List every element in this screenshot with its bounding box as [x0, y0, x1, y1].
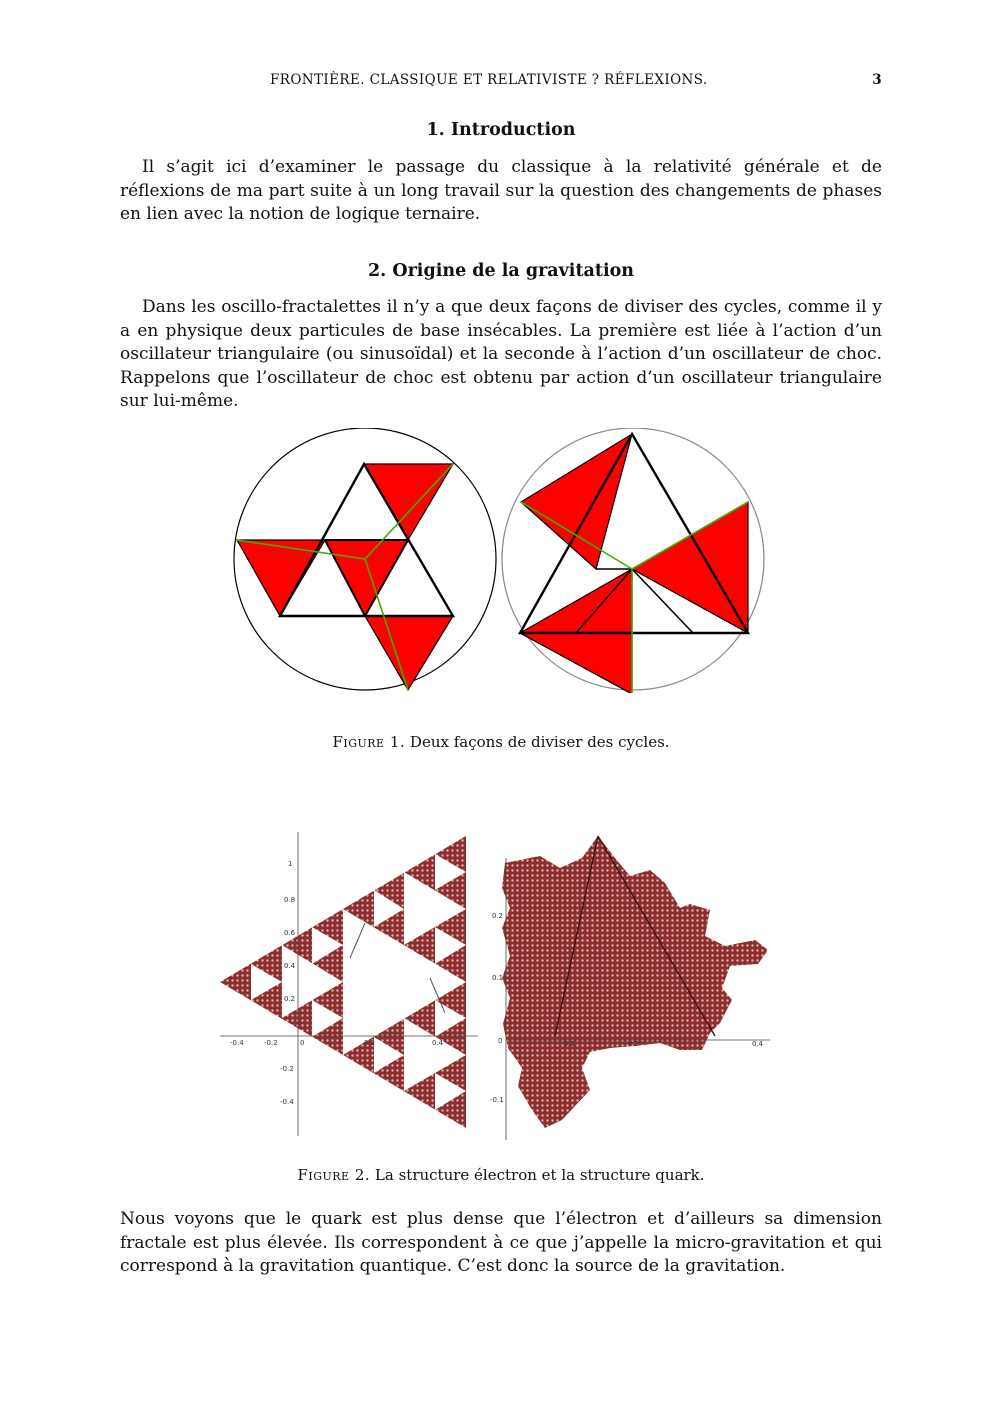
right-x-tick: 0.4 [752, 1040, 764, 1048]
left-x-tick: -0.4 [230, 1039, 244, 1047]
figure1-diagram [228, 428, 778, 693]
left-y-tick: 0.2 [284, 995, 296, 1003]
running-title: FRONTIÈRE. CLASSIQUE ET RELATIVISTE ? RÉFLEXIONS. [270, 72, 708, 88]
figure1-right-circle-diagram [502, 428, 764, 693]
right-y-tick: 0 [498, 1037, 503, 1045]
left-x-tick: 0 [300, 1039, 305, 1047]
figure2-caption-text: La structure électron et la structure quark. [374, 1166, 705, 1184]
figure1-left-circle-diagram [234, 428, 496, 690]
section-introduction-title: 1. Introduction [426, 120, 576, 140]
left-y-tick: 0.6 [284, 929, 296, 937]
left-y-tick: -0.4 [280, 1098, 294, 1106]
gravitation-paragraph: Dans les oscillo-fractalettes il n’y a que deux façons de diviser des cycles, comme il y a en physique deux particules de base insécables. La première est liée à l’action d’un oscillateur triangulaire (ou sinusoïdal) et la seconde à l’action d’un oscillateur de choc. Rappelons que l’oscillateur de choc est obtenu par action d’un oscillateur triangulaire sur lui-même. [120, 297, 882, 412]
right-y-tick: -0.1 [490, 1096, 504, 1104]
figure1-label: Figure 1. [332, 733, 406, 751]
figure2-diagram [210, 828, 780, 1140]
figure2-caption [120, 1166, 882, 1184]
left-x-tick: 0.2 [364, 1039, 376, 1047]
figure2-electron-structure [220, 832, 478, 1136]
figure1-caption [120, 733, 882, 751]
left-y-tick: 0.8 [284, 896, 296, 904]
introduction-paragraph: Il s’agit ici d’examiner le passage du classique à la relativité générale et de réflexions de ma part suite à un long travail sur la question des changements de phases en lien avec la notion de logique ternaire. [120, 157, 882, 225]
left-y-tick: 1 [288, 860, 293, 868]
right-x-tick: 0.2 [564, 1040, 576, 1048]
right-x-tick: 0.3 [628, 1040, 640, 1048]
figure1-caption-text: Deux façons de diviser des cycles. [409, 733, 670, 751]
page-number: 3 [872, 72, 882, 88]
right-y-tick: 0.1 [492, 974, 504, 982]
closing-paragraph: Nous voyons que le quark est plus dense que l’électron et d’ailleurs sa dimension fractale est plus élevée. Ils correspondent à ce que j’appelle la micro-gravitation et qui correspond à la gravitation quantique. C’est donc la source de la gravitation. [120, 1209, 882, 1277]
left-y-tick: -0.2 [280, 1065, 294, 1073]
figure2-quark-structure [490, 836, 770, 1140]
figure2-label: Figure 2. [297, 1166, 371, 1184]
left-x-tick: 0.4 [432, 1039, 444, 1047]
left-x-tick: -0.2 [264, 1039, 278, 1047]
left-y-tick: 0.4 [284, 962, 296, 970]
right-y-tick: 0.2 [492, 912, 504, 920]
section-gravitation-title: 2. Origine de la gravitation [367, 261, 634, 281]
